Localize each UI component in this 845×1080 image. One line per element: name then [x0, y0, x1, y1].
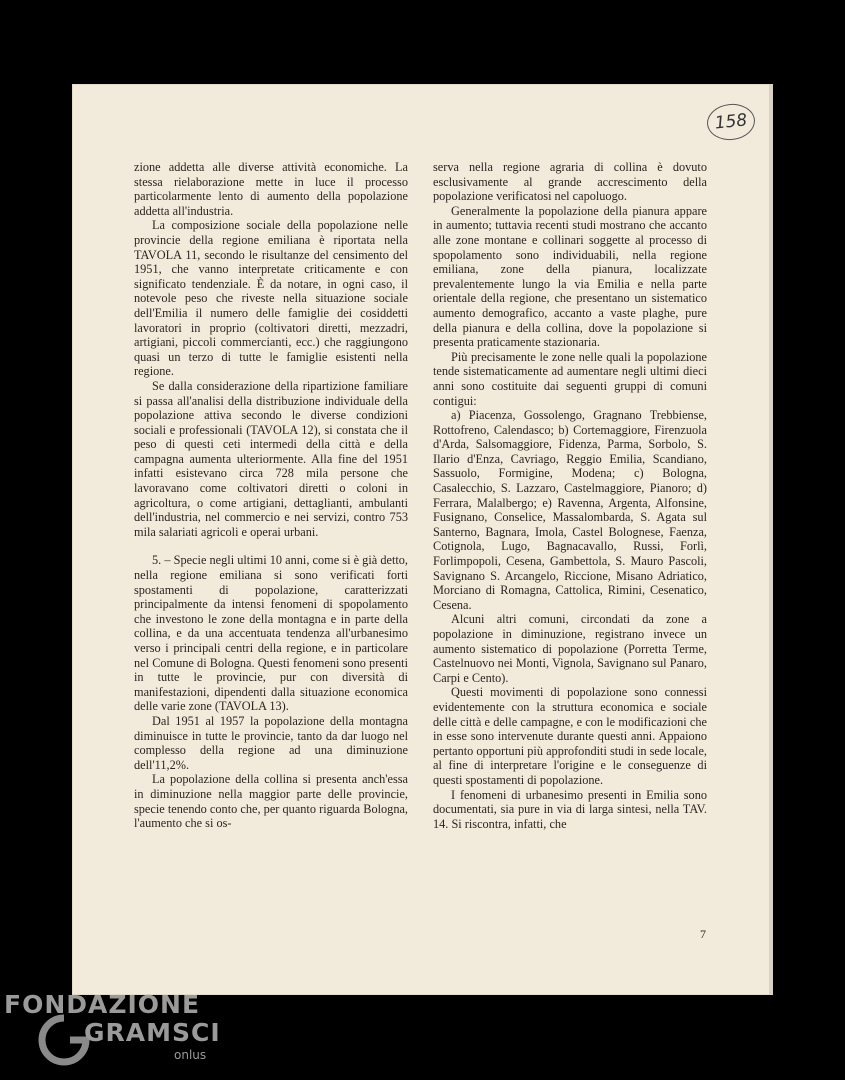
- right-column: [433, 160, 707, 831]
- paragraph: Più precisamente le zone nelle quali la popolazione tende sistematicamente ad aumentare negli ultimi dieci anni sono costituite dai seguenti gruppi di comuni contigui:: [433, 349, 707, 408]
- paragraph: a) Piacenza, Gossolengo, Gragnano Trebbiense, Rottofreno, Calendasco; b) Cortemaggiore, Firenzuola d'Arda, Salsomaggiore, Fidenza, Parma, Sorbolo, S. Ilario d'Enza, Cavriago, Reggio Emilia, Scandiano, Sassuolo, Formigine, Modena; c) Bologna, Casalecchio, S. Lazzaro, Castelmaggiore, Pianoro; d) Ferrara, Malalbergo; e) Ravenna, Argenta, Alfonsine, Fusignano, Conselice, Massalombarda, S. Agata sul Santerno, Bagnara, Imola, Castel Bolognese, Faenza, Cotignola, Lugo, Bagnacavallo, Russi, Forlì, Forlimpopoli, Cesena, Gambettola, S. Mauro Pascoli, Savignano S. Arcangelo, Riccione, Misano Adriatico, Morciano di Romagna, Cattolica, Rimini, Cesenatico, Cesena.: [433, 408, 707, 612]
- paragraph: Alcuni altri comuni, circondati da zone a popolazione in diminuzione, registrano invece un aumento sistematico di popolazione (Porretta Terme, Castelnuovo nei Monti, Vignola, Savignano sul Panaro, Carpi e Cento).: [433, 612, 707, 685]
- paragraph: Questi movimenti di popolazione sono connessi evidentemente con la struttura economica e sociale delle città e delle campagne, e con le modificazioni che in esse sono intervenute durante questi anni. Appaiono pertanto opportuni più approfonditi studi in sede locale, al fine di interpretare l'origine e le conseguenze di questi spostamenti di popolazione.: [433, 685, 707, 787]
- page-number: 7: [700, 927, 706, 941]
- paragraph: Dal 1951 al 1957 la popolazione della montagna diminuisce in tutte le provincie, tanto da dar luogo nel complesso della regione ad una diminuzione dell'11,2%.: [134, 713, 408, 772]
- paragraph: Generalmente la popolazione della pianura appare in aumento; tuttavia recenti studi mostrano che accanto alle zone montane e collinari soggette al processo di spopolamento sono individuabili, nella regione emiliana, zone della pianura, localizzate prevalentemente lungo la via Emilia e nella parte orientale della regione, che presentano un sistematico aumento demografico, accanto a vaste plaghe, pure della pianura e della collina, dove la popolazione si presenta praticamente stazionaria.: [433, 203, 707, 350]
- section-paragraph: 5. – Specie negli ultimi 10 anni, come si è già detto, nella regione emiliana si sono verificati forti spostamenti di popolazione, caratterizzati principalmente da intensi fenomeni di spopolamento che investono le zone della montagna e in parte della collina, e da una accentuata tendenza all'urbanesimo verso i principali centri della regione, e in particolare nel Comune di Bologna. Questi fenomeni sono presenti in tutte le provincie, pur con diversità di manifestazioni, dipendenti dalla situazione economica delle varie zone (TAVOLA 13).: [134, 553, 408, 714]
- left-column: [134, 160, 408, 831]
- paragraph: serva nella regione agraria di collina è dovuto esclusivamente al grande accrescimento della popolazione verificatosi nel capoluogo.: [433, 160, 707, 204]
- paragraph: zione addetta alle diverse attività economiche. La stessa rielaborazione mette in luce il processo particolarmente lento di aumento della popolazione addetta all'industria.: [134, 160, 408, 218]
- archive-folio-number: 158: [705, 102, 757, 143]
- paragraph: La popolazione della collina si presenta anch'essa in diminuzione nella maggior parte delle provincie, specie tenendo conto che, per quanto riguarda Bologna, l'aumento che si os-: [134, 772, 408, 831]
- logo-line-2: GRAMSCI: [84, 1018, 221, 1047]
- paragraph: I fenomeni di urbanesimo presenti in Emilia sono documentati, sia pure in via di larga sintesi, nella TAV. 14. Si riscontra, infatti, che: [433, 787, 707, 831]
- logo-line-1: FONDAZIONE: [4, 990, 201, 1019]
- logo-line-3: onlus: [174, 1048, 207, 1062]
- paragraph: La composizione sociale della popolazione nelle provincie della regione emiliana è riportata nella TAVOLA 11, secondo le risultanze del censimento del 1951, che vanno interpretate criticamente e con significato tendenziale. È da notare, in ogni caso, il notevole peso che riveste nella situazione sociale dell'Emilia il numero delle famiglie dei cosiddetti lavoratori in proprio (coltivatori diretti, mezzadri, artigiani, piccoli commercianti, ecc.) che raggiungono quasi un terzo di tutte le famiglie esistenti nella regione.: [134, 218, 408, 379]
- page-edge: [769, 84, 773, 995]
- paragraph: Se dalla considerazione della ripartizione familiare si passa all'analisi della distribuzione individuale della popolazione attiva secondo le diverse condizioni sociali e professionali (TAVOLA 12), si constata che il peso di questi ceti intermedi della città e della campagna aumenta ulteriormente. Alla fine del 1951 infatti esistevano circa 728 mila persone che lavoravano come coltivatori diretti o coloni in agricoltura, o come artigiani, dettaglianti, ambulanti dell'industria, nel commercio e nei servizi, contro 753 mila salariati agricoli e operai urbani.: [134, 378, 408, 539]
- watermark-logo: [4, 990, 221, 1080]
